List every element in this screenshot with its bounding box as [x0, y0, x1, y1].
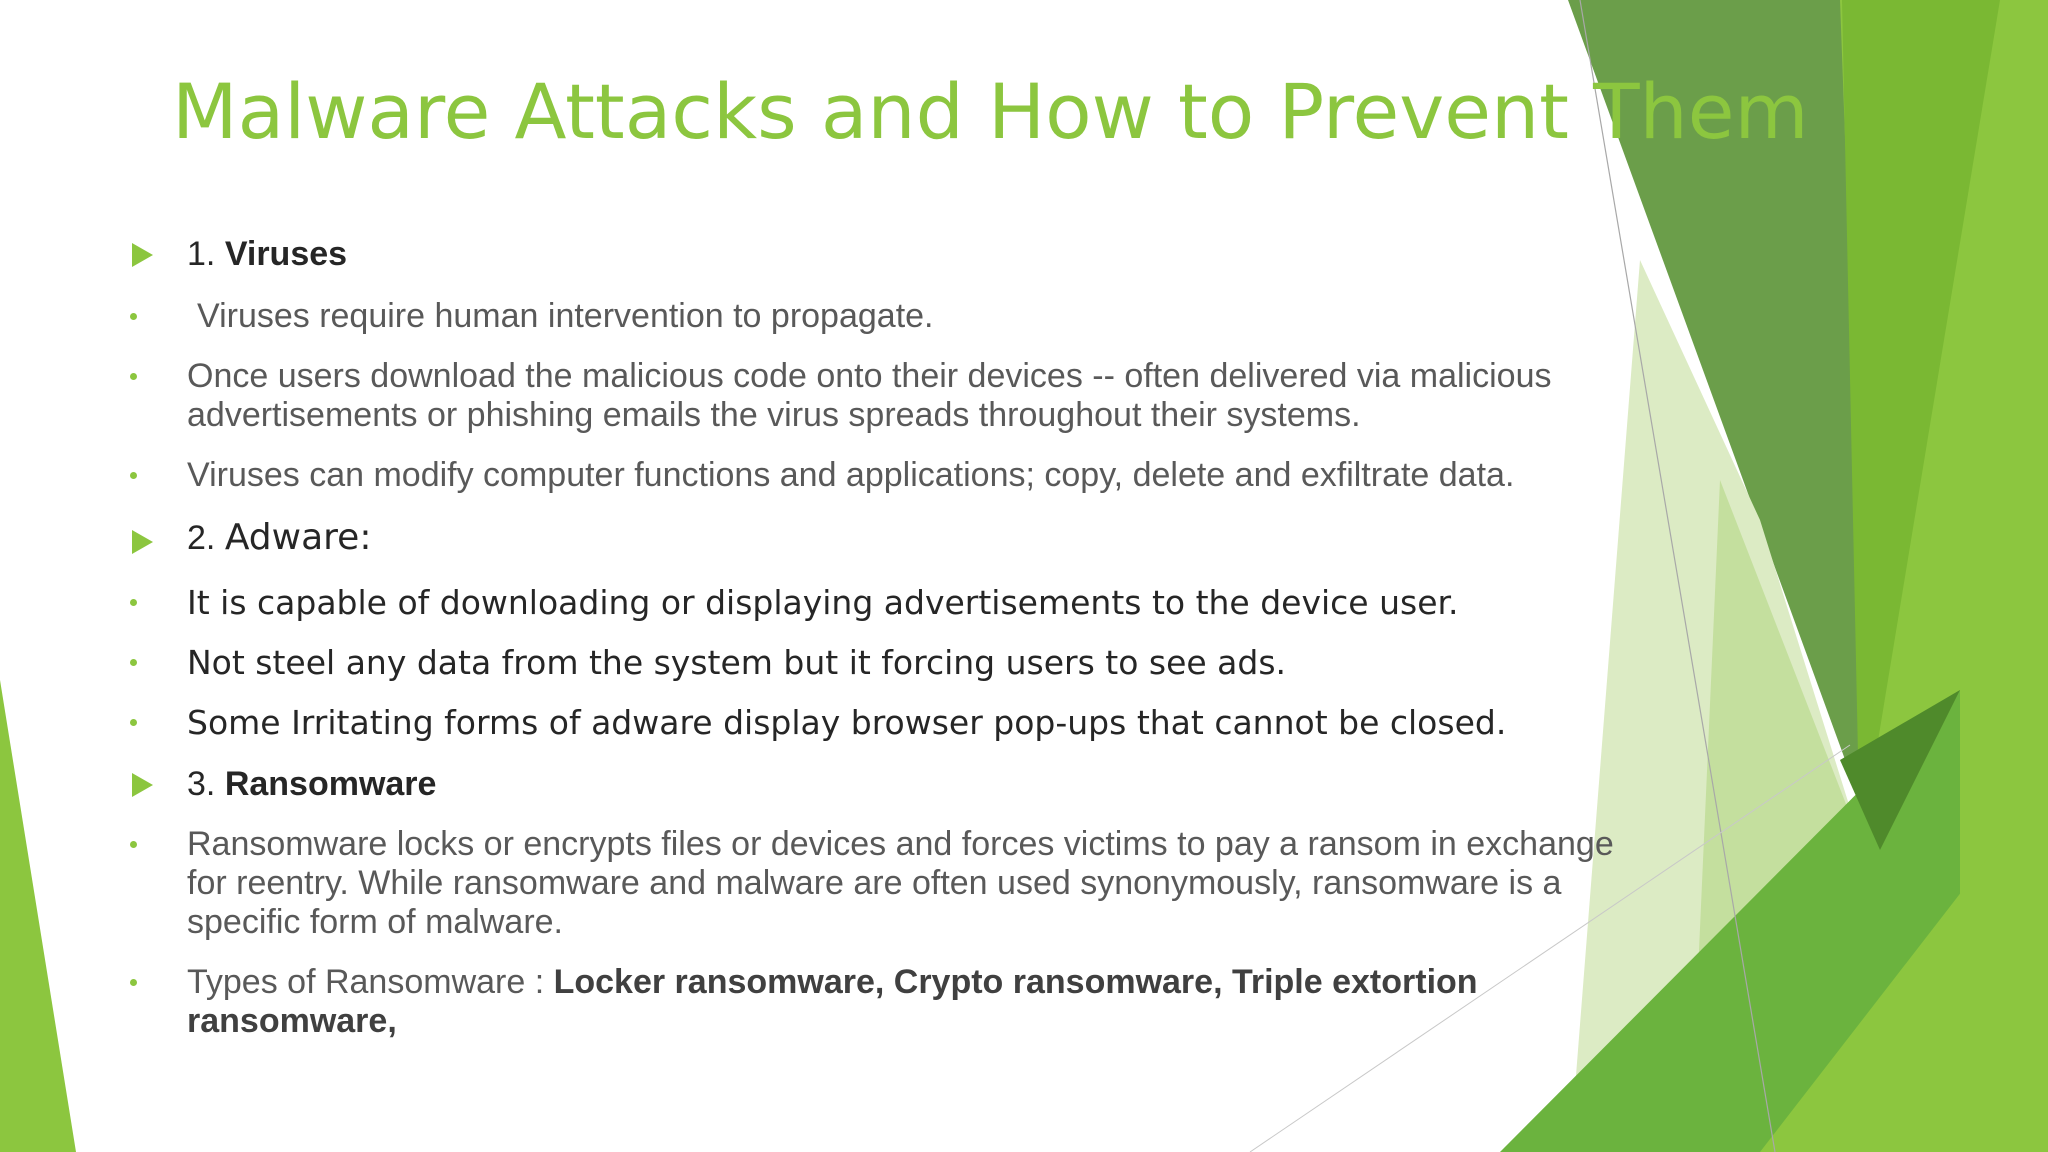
- bullet-text: Viruses can modify computer functions and applications; copy, delete and exfiltrate data.: [187, 456, 1515, 494]
- dot-bullet-icon: [130, 313, 137, 320]
- bullet-text-line: Ransomware locks or encrypts files or devices and forces victims to pay a ransom in exchange: [187, 825, 1614, 863]
- bullet-text-line: advertisements or phishing emails the virus spreads throughout their systems.: [187, 396, 1361, 434]
- dot-bullet-icon: [130, 841, 137, 848]
- bullet-text: It is capable of downloading or displaying advertisements to the device user.: [187, 583, 1459, 622]
- section-heading: Viruses: [224, 235, 348, 273]
- arrow-bullet-icon: [132, 530, 153, 554]
- bullet-text: Viruses require human intervention to propagate.: [197, 297, 934, 335]
- bullet-bold-text: Locker ransomware, Crypto ransomware, Triple extortion: [553, 963, 1478, 1001]
- arrow-bullet-icon: [132, 773, 153, 797]
- bullet-text: Some Irritating forms of adware display browser pop-ups that cannot be closed.: [187, 703, 1507, 742]
- section-heading: Ransomware: [224, 765, 437, 803]
- arrow-bullet-icon: [132, 243, 153, 267]
- dot-bullet-icon: [130, 719, 137, 726]
- dot-bullet-icon: [130, 472, 137, 479]
- dot-bullet-icon: [130, 659, 137, 666]
- section-heading: Adware:: [224, 517, 372, 558]
- bullet-prefix: Types of Ransomware :: [187, 963, 554, 1001]
- section-number: 3.: [187, 765, 216, 803]
- slide-title: Malware Attacks and How to Prevent Them: [172, 67, 1809, 156]
- bullet-text: Not steel any data from the system but it forcing users to see ads.: [187, 643, 1287, 682]
- section-number: 1.: [187, 235, 216, 273]
- dot-bullet-icon: [130, 599, 137, 606]
- bullet-text-line: specific form of malware.: [187, 903, 563, 941]
- left-green-sliver: [0, 680, 76, 1152]
- dot-bullet-icon: [130, 979, 137, 986]
- bullet-text-line: for reentry. While ransomware and malware are often used synonymously, ransomware is a: [187, 864, 1562, 902]
- section-number: 2.: [187, 519, 216, 557]
- bullet-text-line: Once users download the malicious code onto their devices -- often delivered via malicious: [187, 357, 1552, 395]
- dot-bullet-icon: [130, 373, 137, 380]
- bullet-bold-text: ransomware,: [187, 1002, 397, 1040]
